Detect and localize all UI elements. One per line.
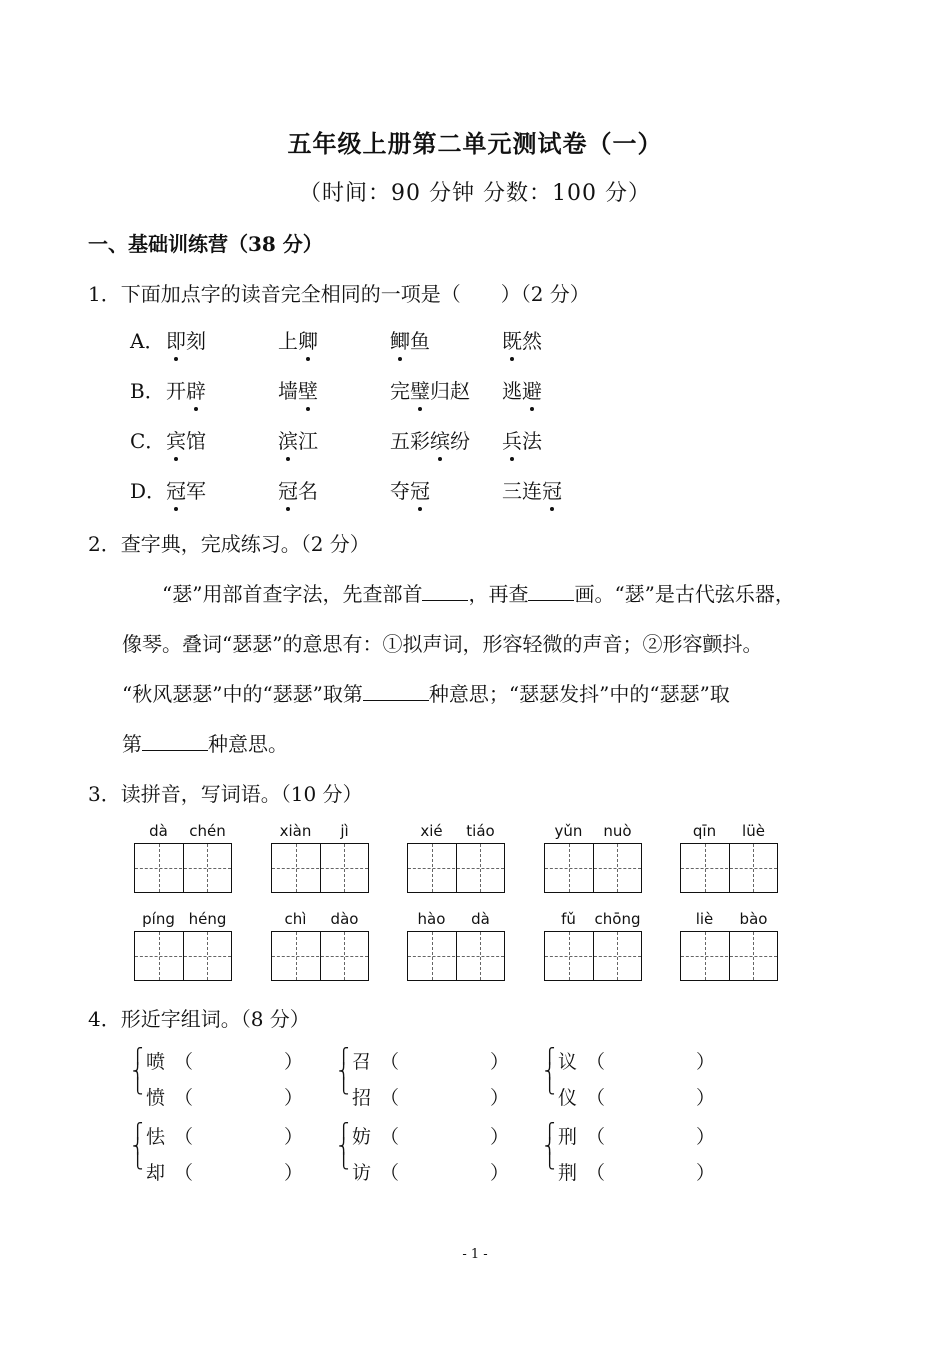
option-word — [166, 475, 206, 504]
grid-guide-line — [344, 932, 345, 980]
character: 却 — [146, 1162, 166, 1184]
grid-guide-line — [408, 868, 504, 869]
grid-guide-line — [705, 932, 706, 980]
answer-paren-open[interactable]: （ — [174, 1051, 194, 1073]
grid-guide-line — [681, 868, 777, 869]
character-pair — [338, 1047, 513, 1119]
answer-paren-open[interactable]: （ — [380, 1126, 400, 1148]
question-2-line-1 — [162, 578, 795, 607]
character: 妨 — [352, 1126, 372, 1148]
answer-paren-open[interactable]: （ — [586, 1087, 606, 1109]
answer-paren-close[interactable]: ） — [490, 1087, 510, 1109]
character: 荆 — [558, 1162, 578, 1184]
word-part: 鱼 — [410, 329, 430, 353]
character: 刑 — [558, 1126, 578, 1148]
character: 喷 — [146, 1051, 166, 1073]
answer-blank[interactable] — [528, 582, 574, 601]
answer-paren-open[interactable]: （ — [174, 1087, 194, 1109]
pinyin-syllable: fǔ — [561, 910, 576, 928]
question-2-text: 种意思。 — [208, 732, 288, 756]
dotted-character: 冠 — [542, 475, 562, 504]
grid-guide-line — [207, 844, 208, 892]
brace-icon: ⎧ ⎨ ⎩ — [132, 1122, 144, 1170]
option-word — [390, 425, 470, 454]
writing-box[interactable] — [407, 931, 505, 981]
pinyin-syllable: qīn — [692, 822, 717, 840]
answer-paren-close[interactable]: ） — [490, 1051, 510, 1073]
option-word — [502, 325, 542, 354]
question-2-line-3 — [122, 678, 730, 707]
dotted-character: 卿 — [298, 325, 318, 354]
pinyin-syllable: hào — [417, 910, 446, 928]
writing-box[interactable] — [134, 843, 232, 893]
option-label[interactable]: A． — [130, 329, 165, 353]
character: 访 — [352, 1162, 372, 1184]
word-part: 夺 — [390, 479, 410, 503]
pinyin-syllable: xiàn — [279, 822, 312, 840]
question-2-text: 第 — [122, 732, 142, 756]
answer-paren-open[interactable]: （ — [380, 1162, 400, 1184]
character-pair — [544, 1122, 719, 1194]
answer-paren-close[interactable]: ） — [696, 1051, 716, 1073]
grid-guide-line — [272, 868, 368, 869]
dotted-character: 既 — [502, 325, 522, 354]
page-subtitle: （时间：90 分钟 分数：100 分） — [299, 181, 651, 206]
writing-box[interactable] — [544, 931, 642, 981]
character-pair — [132, 1047, 307, 1119]
dotted-character: 滨 — [278, 425, 298, 454]
answer-paren-close[interactable]: ） — [696, 1162, 716, 1184]
grid-guide-line — [432, 844, 433, 892]
dotted-character: 冠 — [166, 475, 186, 504]
question-2-line-4 — [122, 728, 288, 757]
grid-guide-line — [569, 844, 570, 892]
word-part: 刻 — [186, 329, 206, 353]
writing-box[interactable] — [680, 931, 778, 981]
writing-box[interactable] — [271, 843, 369, 893]
option-word — [278, 375, 318, 404]
question-3-prompt: 3．读拼音，写词语。（10 分） — [88, 782, 363, 806]
dotted-character: 辟 — [186, 375, 206, 404]
grid-guide-line — [296, 844, 297, 892]
grid-guide-line — [480, 932, 481, 980]
word-part: 军 — [186, 479, 206, 503]
word-part: 上 — [278, 329, 298, 353]
question-2-line-2: 像琴。叠词“瑟瑟”的意思有：①拟声词，形容轻微的声音；②形容颤抖。 — [122, 632, 763, 656]
grid-guide-line — [159, 932, 160, 980]
writing-box[interactable] — [407, 843, 505, 893]
pinyin-syllable: lüè — [742, 822, 765, 840]
character: 怯 — [146, 1126, 166, 1148]
option-word — [390, 475, 430, 504]
pinyin-syllable: chōng — [594, 910, 641, 928]
pinyin-syllable: jì — [340, 822, 349, 840]
grid-guide-line — [569, 932, 570, 980]
brace-icon: ⎧ ⎨ ⎩ — [544, 1122, 556, 1170]
option-word — [166, 325, 206, 354]
answer-paren-close[interactable]: ） — [696, 1126, 716, 1148]
character: 招 — [352, 1087, 372, 1109]
dotted-character: 冠 — [278, 475, 298, 504]
character: 仪 — [558, 1087, 578, 1109]
word-part: 三连 — [502, 479, 542, 503]
word-part: 法 — [522, 429, 542, 453]
dotted-character: 即 — [166, 325, 186, 354]
dotted-character: 璧 — [410, 375, 430, 404]
grid-guide-line — [705, 844, 706, 892]
grid-guide-line — [344, 844, 345, 892]
dotted-character: 避 — [522, 375, 542, 404]
word-part: 纷 — [450, 429, 470, 453]
grid-guide-line — [432, 932, 433, 980]
character-pair — [132, 1122, 307, 1194]
option-word — [502, 425, 542, 454]
pinyin-syllable: dào — [330, 910, 359, 928]
pinyin-syllable: héng — [188, 910, 227, 928]
option-word — [502, 375, 542, 404]
grid-guide-line — [545, 868, 641, 869]
grid-guide-line — [753, 844, 754, 892]
option-word — [166, 425, 206, 454]
answer-paren-close[interactable]: ） — [696, 1087, 716, 1109]
grid-guide-line — [617, 844, 618, 892]
answer-paren-open[interactable]: （ — [380, 1051, 400, 1073]
grid-guide-line — [408, 956, 504, 957]
writing-box[interactable] — [134, 931, 232, 981]
dotted-character: 宾 — [166, 425, 186, 454]
pinyin-syllable: píng — [142, 910, 175, 928]
word-part: 然 — [522, 329, 542, 353]
character: 愤 — [146, 1087, 166, 1109]
grid-guide-line — [272, 956, 368, 957]
answer-paren-open[interactable]: （ — [174, 1162, 194, 1184]
brace-icon: ⎧ ⎨ ⎩ — [338, 1047, 350, 1095]
dotted-character: 鲫 — [390, 325, 410, 354]
pinyin-syllable: chì — [284, 910, 307, 928]
option-label[interactable]: B． — [130, 379, 165, 403]
answer-paren-close[interactable]: ） — [284, 1126, 304, 1148]
character: 召 — [352, 1051, 372, 1073]
writing-box[interactable] — [271, 931, 369, 981]
pinyin-syllable: tiáo — [466, 822, 495, 840]
brace-icon: ⎧ ⎨ ⎩ — [132, 1047, 144, 1095]
answer-paren-open[interactable]: （ — [380, 1087, 400, 1109]
question-1-prompt: 1．下面加点字的读音完全相同的一项是（ ）（2 分） — [88, 282, 590, 306]
word-part: 江 — [298, 429, 318, 453]
answer-blank[interactable] — [142, 732, 208, 751]
question-2-prompt: 2．查字典，完成练习。（2 分） — [88, 532, 370, 556]
brace-icon: ⎧ ⎨ ⎩ — [544, 1047, 556, 1095]
answer-paren-close[interactable]: ） — [284, 1162, 304, 1184]
pinyin-syllable: yǔn — [554, 822, 583, 840]
section-heading: 一、基础训练营（38 分） — [88, 232, 323, 256]
answer-paren-close[interactable]: ） — [490, 1162, 510, 1184]
brace-icon: ⎧ ⎨ ⎩ — [338, 1122, 350, 1170]
option-label[interactable]: C． — [130, 429, 166, 453]
option-word — [502, 475, 562, 504]
word-part: 归赵 — [430, 379, 470, 403]
dotted-character: 冠 — [410, 475, 430, 504]
character-pair — [338, 1122, 513, 1194]
question-2-text: 画。“瑟”是古代弦乐器， — [574, 582, 795, 606]
answer-paren-close[interactable]: ） — [284, 1051, 304, 1073]
question-2-text: ，再查 — [468, 582, 529, 606]
option-word — [278, 475, 318, 504]
pinyin-syllable: liè — [695, 910, 714, 928]
writing-box[interactable] — [544, 843, 642, 893]
option-word — [278, 425, 318, 454]
dotted-character: 兵 — [502, 425, 522, 454]
pinyin-syllable: xié — [420, 822, 443, 840]
grid-guide-line — [207, 932, 208, 980]
word-part: 逃 — [502, 379, 522, 403]
page-number: - 1 - — [462, 1247, 488, 1262]
dotted-character: 壁 — [298, 375, 318, 404]
grid-guide-line — [135, 956, 231, 957]
pinyin-syllable: nuò — [603, 822, 632, 840]
grid-guide-line — [617, 932, 618, 980]
question-2-text: 种意思；“瑟瑟发抖”中的“瑟瑟”取 — [428, 682, 730, 706]
answer-blank[interactable] — [422, 582, 468, 601]
writing-box[interactable] — [680, 843, 778, 893]
option-word — [390, 375, 470, 404]
grid-guide-line — [681, 956, 777, 957]
word-part: 五彩 — [390, 429, 430, 453]
grid-guide-line — [159, 844, 160, 892]
word-part: 墙 — [278, 379, 298, 403]
page-title: 五年级上册第二单元测试卷（一） — [287, 129, 663, 158]
option-word — [390, 325, 430, 354]
answer-paren-open[interactable]: （ — [586, 1126, 606, 1148]
grid-guide-line — [753, 932, 754, 980]
answer-paren-close[interactable]: ） — [284, 1087, 304, 1109]
question-2-text: “瑟”用部首查字法，先查部首 — [162, 582, 423, 606]
answer-paren-open[interactable]: （ — [174, 1126, 194, 1148]
pinyin-syllable: bào — [739, 910, 768, 928]
answer-paren-open[interactable]: （ — [586, 1162, 606, 1184]
answer-paren-close[interactable]: ） — [490, 1126, 510, 1148]
grid-guide-line — [480, 844, 481, 892]
pinyin-syllable: dà — [471, 910, 490, 928]
option-label[interactable]: D． — [130, 479, 167, 503]
word-part: 完 — [390, 379, 410, 403]
question-2-text: “秋风瑟瑟”中的“瑟瑟”取第 — [122, 682, 363, 706]
character-pair — [544, 1047, 719, 1119]
option-word — [166, 375, 206, 404]
word-part: 馆 — [186, 429, 206, 453]
pinyin-syllable: dà — [149, 822, 168, 840]
answer-paren-open[interactable]: （ — [586, 1051, 606, 1073]
grid-guide-line — [135, 868, 231, 869]
word-part: 开 — [166, 379, 186, 403]
word-part: 名 — [298, 479, 318, 503]
dotted-character: 缤 — [430, 425, 450, 454]
pinyin-syllable: chén — [189, 822, 226, 840]
option-word — [278, 325, 318, 354]
answer-blank[interactable] — [363, 682, 429, 701]
grid-guide-line — [545, 956, 641, 957]
grid-guide-line — [296, 932, 297, 980]
question-4-prompt: 4．形近字组词。（8 分） — [88, 1007, 310, 1031]
character: 议 — [558, 1051, 578, 1073]
